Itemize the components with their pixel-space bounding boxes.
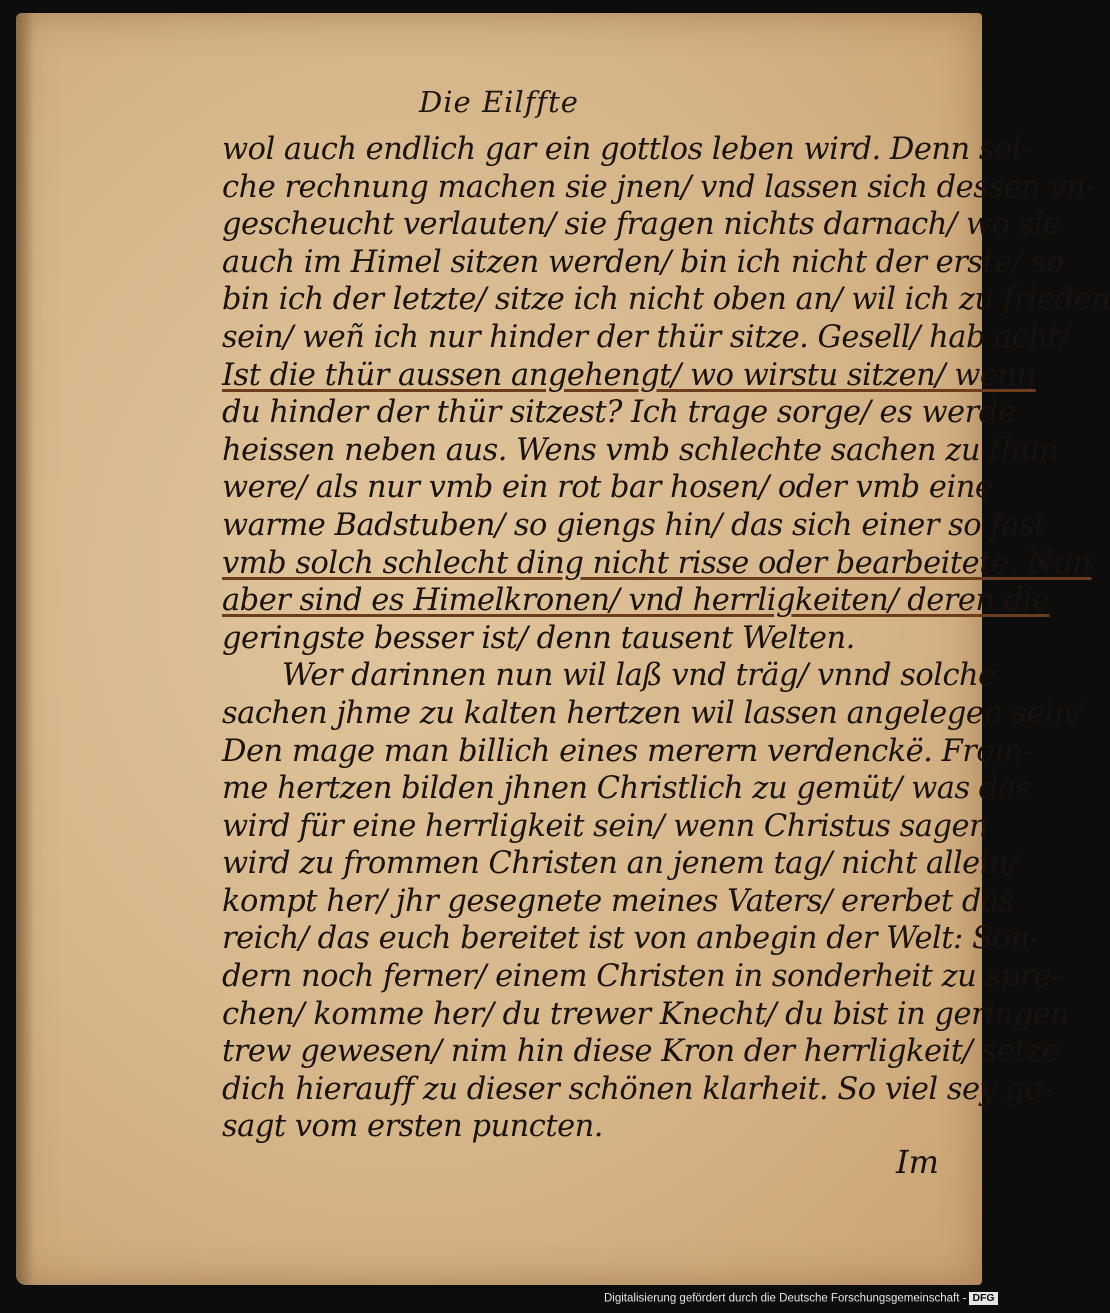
text-line-underlined: Ist die thür aussen angehengt/ wo wirstu sitzen/ wenn [222,357,1036,393]
text-line: sagt vom ersten puncten. [222,1109,603,1145]
text-line: were/ als nur vmb ein rot bar hosen/ oder vmb eine [222,470,993,506]
text-line: geringste besser ist/ denn tausent Welten. [222,620,855,656]
text-line: me hertzen bilden jhnen Christlich zu gemüt/ was das [222,771,1031,807]
text-line: heissen neben aus. Wens vmb schlechte sachen zu thun [222,432,1059,468]
text-line: Den mage man billich eines merern verdenckë. From- [222,733,1033,769]
text-line-indented: Wer darinnen nun wil laß vnd träg/ vnnd solche [282,658,996,694]
dfg-logo-icon: DFG [969,1292,997,1305]
text-line: wol auch endlich gar ein gottlos leben wird. Denn sol- [222,132,1031,167]
text-line: kompt her/ jhr gesegnete meines Vaters/ ererbet das [222,883,1014,919]
text-line: bin ich der letzte/ sitze ich nicht oben an/ wil ich zu frieden [222,282,1110,318]
text-line: dich hierauff zu dieser schönen klarheit. So viel sey ge- [222,1071,1052,1107]
text-line: che rechnung machen sie jnen/ vnd lassen sich dessen vn- [222,169,1096,205]
text-line-underlined: vmb solch schlecht ding nicht risse oder bearbeitete. Nun [222,545,1092,581]
text-line: sein/ weñ ich nur hinder der thür sitze. Gesell/ hab acht/ [222,319,1070,355]
page-gutter-shadow [16,13,34,1285]
text-line: auch im Himel sitzen werden/ bin ich nicht der erste/ so [222,244,1064,280]
body-text [222,131,1110,1146]
text-line: reich/ das euch bereitet ist von anbegin der Welt: Son- [222,921,1040,957]
text-line: trew gewesen/ nim hin diese Kron der herrligkeit/ setze [222,1034,1060,1070]
running-header: Die Eilffte [419,85,579,119]
text-line: warme Badstuben/ so giengs hin/ das sich einer so fast [222,507,1046,543]
credit-text: Digitalisierung gefördert durch die Deutsche Forschungsgemeinschaft - [604,1292,967,1305]
text-line: dern noch ferner/ einem Christen in sonderheit zu spre- [222,959,1062,995]
text-line: chen/ komme her/ du trewer Knecht/ du bist in geringen [222,996,1070,1032]
text-line: du hinder der thür sitzest? Ich trage sorge/ es werde [222,395,1016,431]
catchword: Im [896,1143,939,1181]
book-page [16,13,1110,1285]
text-line: wird zu frommen Christen an jenem tag/ nicht allein/ [222,846,1018,882]
text-line: wird für eine herrligkeit sein/ wenn Christus sagen [222,808,989,844]
text-line-underlined: aber sind es Himelkronen/ vnd herrligkeiten/ deren die [222,583,1050,619]
text-line: gescheucht verlauten/ sie fragen nichts darnach/ wo sie [222,207,1061,243]
digitization-credit [604,1292,998,1312]
text-line: sachen jhme zu kalten hertzen wil lassen angelegen sein/ [222,695,1083,731]
